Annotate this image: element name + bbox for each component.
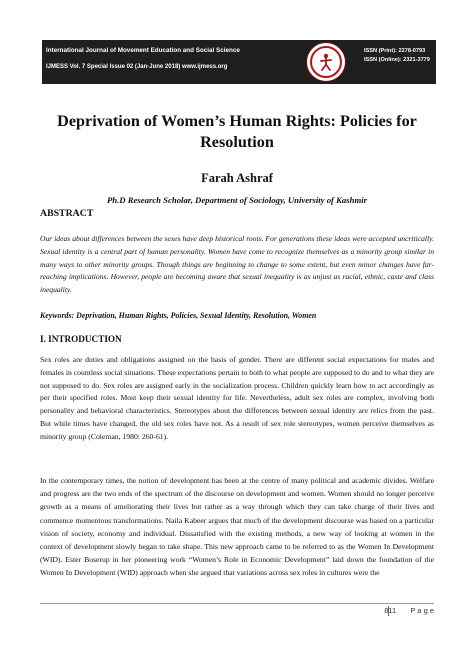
issn-print: ISSN (Print): 2278-0793 [364,48,426,54]
page-number: 811 [384,606,397,615]
journal-seal-figure [316,52,336,72]
journal-issn-block [364,47,434,65]
journal-volume-line: IJMESS Vol. 7 Special Issue 02 (Jan-June 2018) www.ijmess.org [46,64,228,70]
journal-title: International Journal of Movement Education and Social Science [46,47,240,54]
journal-seal-icon [306,42,346,82]
issn-online: ISSN (Online): 2321-3779 [364,57,430,63]
page-footer [364,605,434,616]
body-paragraph: Sex roles are duties and obligations assigned on the basis of gender. There are different social expectations for males and females in countless social situations. These expectations pertain to both to what people are supposed to do and to what they are not supposed to do. Sex roles are assigned early in the socialization process. Children quickly learn how to act accordingly as per their specified roles. Most keep their sexual identity for life. Nevertheless, adult sex roles are complex, involving both personality and behavioral characteristics. Stereotypes about the differences between sexual identity are relics from the past. But while times have changed, the old sex roles have not. As a result of sex role stereotypes, women perceive themselves as minority group (Coleman, 1980: 260-61). [40,355,434,441]
page-label: P a g e [410,606,434,615]
footer-rule [40,603,434,604]
paper-author: Farah Ashraf [201,171,273,185]
paper-title: Deprivation of Women’s Human Rights: Policies for Resolution [57,112,417,151]
keywords-line: Keywords: Deprivation, Human Rights, Policies, Sexual Identity, Resolution, Women [40,311,317,320]
journal-header-text [46,40,298,84]
author-affiliation: Ph.D Research Scholar, Department of Sociology, University of Kashmir [106,195,368,205]
section-heading-introduction: I. INTRODUCTION [40,334,122,344]
abstract-text: Our ideas about differences between the sexes have deep historical roots. For generations these ideas were accepted uncritically. Sexual identity is a central part of human personality. Women have come to recognize themselves as a minority group similar in many ways to other minority groups. Though things are beginning to change to some extent, but even minor changes have far-reaching implications. However, people are becoming aware that sexual inequality is as unjust as racial, ethnic, caste and class inequality. [40,234,434,295]
footer-separator [388,606,389,616]
body-paragraph: In the contemporary times, the notion of development has been at the centre of many political and academic divides. Welfare and progress are the two ends of the spectrum of the discourse on development and women. Women should no longer perceive growth as a means of ameliorating their lives but rather as a way through which they can take charge of their lives and commence momentous transformations. Naila Kabeer argues that much of the development discourse was based on a particular vision of society, economy and individual. Dissatisfied with the existing methods, a new way of looking at women in the context of development slowly began to take shape. This new approach came to be referred to as the Women In Development (WID). Ester Boserup in her pioneering work “Women’s Role in Economic Development” laid down the foundation of the Women In Development (WID) approach when she argued that variations across sex roles in cultures were the [40,476,434,578]
abstract-heading: ABSTRACT [40,208,94,219]
journal-header-banner [42,40,436,84]
